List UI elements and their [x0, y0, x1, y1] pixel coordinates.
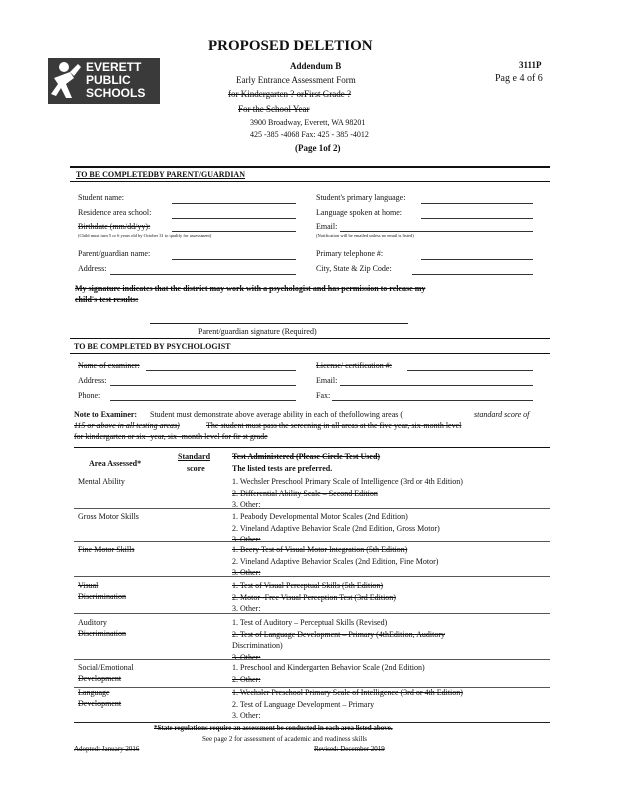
residence-school-label: Residence area school: — [78, 208, 152, 217]
row-divider — [74, 613, 550, 614]
examiner-address-field[interactable] — [110, 385, 296, 386]
test-option[interactable]: 3. Other: — [232, 604, 261, 613]
area-name-line-2: Development — [78, 699, 122, 708]
primary-phone-field[interactable] — [421, 259, 533, 260]
row-divider — [74, 508, 550, 509]
examiner-fax-label: Fax: — [316, 391, 331, 400]
row-divider — [74, 659, 550, 660]
column-header-score: score — [187, 464, 205, 473]
test-option[interactable]: 2. Test of Language Development – Primary (4thEdition, Auditory — [232, 629, 446, 639]
area-name: Language — [78, 688, 110, 697]
column-header-standard: Standard — [178, 452, 211, 461]
see-page-note: See page 2 for assessment of academic and readiness skills — [202, 735, 368, 743]
policy-number: 3111P — [519, 60, 542, 70]
test-option[interactable]: Discrimination) — [232, 641, 283, 650]
examiner-email-label: Email: — [316, 376, 338, 385]
signature-label: Parent/guardian signature (Required) — [198, 327, 317, 336]
test-option[interactable]: 1. Peabody Developmental Motor Scales (2nd Edition) — [232, 512, 408, 521]
area-name-line-2: Discrimination — [78, 629, 126, 638]
section-divider — [70, 166, 550, 168]
district-phone-fax: 425 -385 -4068 Fax: 425 - 385 -4012 — [250, 130, 369, 139]
test-option[interactable]: 2. Other: — [232, 674, 261, 684]
form-subtitle: for Kindergarten ? orFirst Grade ? — [228, 89, 352, 99]
revised-date: Revised: December 2019 — [314, 745, 385, 753]
student-name-field[interactable] — [172, 203, 296, 204]
district-address: 3900 Broadway, Everett, WA 98201 — [250, 118, 366, 127]
test-option[interactable]: 2. Motor -Free Visual Perception Test (3rd Edition) — [232, 592, 396, 602]
area-name: Auditory — [78, 618, 107, 627]
test-option[interactable]: 3. Other: — [232, 535, 261, 544]
test-option[interactable]: 3. Other: — [232, 711, 261, 720]
signature-line[interactable] — [150, 323, 408, 324]
city-state-zip-label: City, State & Zip Code: — [316, 264, 392, 273]
page-label: Pag e 4 of 6 — [495, 73, 543, 84]
email-note: (Notification will be emailed unless no email is listed) — [316, 233, 414, 238]
language-home-field[interactable] — [421, 218, 533, 219]
note-to-examiner-text: Student must demonstrate above average ability in each of thefollowing areas ( — [150, 410, 404, 419]
primary-language-field[interactable] — [421, 203, 533, 204]
area-name: Mental Ability — [78, 477, 125, 486]
test-option[interactable]: 3. Other: — [232, 500, 261, 509]
form-title: Early Entrance Assessment Form — [236, 75, 356, 85]
address-label: Address: — [78, 264, 107, 273]
test-option[interactable]: 2. Vineland Adaptive Behavior Scales (2nd Edition, Fine Motor) — [232, 556, 439, 566]
section-divider — [70, 353, 550, 354]
section-divider — [70, 338, 550, 339]
birthdate-field[interactable] — [172, 231, 296, 232]
examiner-address-label: Address: — [78, 376, 107, 385]
document-title: PROPOSED DELETION — [208, 38, 373, 54]
guardian-name-field[interactable] — [172, 259, 296, 260]
row-divider — [74, 541, 550, 542]
birthdate-note: (Child must turn 5 or 6 years old by October 31 to qualify for assessment) — [78, 233, 212, 238]
row-divider — [74, 576, 550, 577]
license-field[interactable] — [407, 370, 533, 371]
examiner-phone-field[interactable] — [110, 400, 296, 401]
signature-consent-text-2: child's test results: — [75, 295, 139, 304]
logo-line-1: EVERETT — [86, 60, 142, 74]
test-option[interactable]: 2. Test of Language Development – Primary — [232, 699, 375, 709]
test-option[interactable]: 3. Other: — [232, 568, 261, 577]
guardian-name-label: Parent/guardian name: — [78, 249, 151, 258]
page-of-pages: (Page 1of 2) — [295, 143, 341, 153]
examiner-name-label: Name of examiner: — [78, 361, 140, 370]
note-to-examiner-standard: standard score of — [474, 410, 530, 419]
test-option[interactable]: 1. Wechsler Preschool Primary Scale of Intelligence (3rd or 4th Edition) — [232, 688, 463, 697]
test-option[interactable]: 1. Beery Test of Visual Motor Integration (5th Edition) — [232, 545, 408, 554]
area-name: Gross Motor Skills — [78, 512, 139, 521]
primary-language-label: Student's primary language: — [316, 193, 406, 202]
note-to-examiner-label: Note to Examiner: — [74, 410, 138, 419]
note-to-examiner-levels: for kindergarten or six -year, six -month level for fir st grade — [74, 432, 268, 441]
section-divider — [70, 181, 550, 182]
table-top-rule — [74, 447, 550, 448]
test-option[interactable]: 2. Vineland Adaptive Behavior Scale (2nd Edition, Gross Motor) — [232, 523, 440, 533]
section-psychologist-heading: TO BE COMPLETED BY PSYCHOLOGIST — [74, 342, 231, 351]
email-label: Email: — [316, 222, 338, 231]
test-option[interactable]: 1. Test of Auditory – Perceptual Skills (Revised) — [232, 618, 388, 627]
test-option[interactable]: 3. Other: — [232, 652, 261, 662]
note-to-examiner-screening: The student must pass the screening in all areas at the five year, six-month level — [206, 421, 462, 430]
student-name-label: Student name: — [78, 193, 124, 202]
note-to-examiner-testing-areas: 115 or above in all testing areas) — [74, 421, 180, 430]
test-option[interactable]: 1. Wechsler Preschool Primary Scale of Intelligence (3rd or 4th Edition) — [232, 477, 463, 486]
school-year-label: For the School Year — [238, 104, 310, 114]
residence-school-field[interactable] — [172, 218, 296, 219]
test-option[interactable]: 2. Differential Ability Scale – Second Edition — [232, 488, 378, 498]
area-name-line-2: Development — [78, 674, 122, 683]
language-home-label: Language spoken at home: — [316, 208, 402, 217]
city-state-zip-field[interactable] — [412, 274, 533, 275]
address-field[interactable] — [110, 274, 296, 275]
section-parent-heading: TO BE COMPLETEDBY PARENT/GUARDIAN — [76, 170, 245, 179]
state-regulations-note: *State regulations require an assessment be conducted in each area listed above. — [154, 724, 393, 732]
addendum-label: Addendum B — [290, 61, 342, 71]
column-header-preferred: The listed tests are preferred. — [232, 464, 333, 473]
examiner-fax-field[interactable] — [332, 400, 533, 401]
test-option[interactable]: 1. Test of Visual Perceptual Skills (5th Edition) — [232, 581, 384, 590]
column-header-tests: Test Administered (Please Circle Test Used) — [232, 452, 381, 461]
table-bottom-rule — [74, 722, 550, 723]
logo-line-2: PUBLIC — [86, 73, 131, 87]
license-label: License/ certification #: — [316, 361, 392, 370]
everett-public-schools-logo — [48, 58, 160, 104]
adopted-date: Adopted: January 2016 — [74, 745, 140, 753]
area-name: Visual — [78, 581, 99, 590]
column-header-area: Area Assessed* — [89, 459, 142, 468]
primary-phone-label: Primary telephone #: — [316, 249, 384, 258]
area-name: Fine Motor Skills — [78, 545, 135, 554]
logo-line-3: SCHOOLS — [86, 86, 146, 100]
examiner-name-field[interactable] — [146, 370, 296, 371]
signature-consent-text: My signature indicates that the district may work with a psychologist and has permission to release my — [75, 284, 426, 293]
test-option[interactable]: 1. Preschool and Kindergarten Behavior Scale (2nd Edition) — [232, 663, 425, 672]
examiner-email-field[interactable] — [340, 385, 533, 386]
birthdate-label: Birthdate (mm/dd/yy): — [78, 222, 151, 231]
row-divider — [74, 687, 550, 688]
email-field[interactable] — [340, 231, 533, 232]
examiner-phone-label: Phone: — [78, 391, 101, 400]
area-name-line-2: Discrimination — [78, 592, 126, 601]
area-name: Social/Emotional — [78, 663, 134, 672]
